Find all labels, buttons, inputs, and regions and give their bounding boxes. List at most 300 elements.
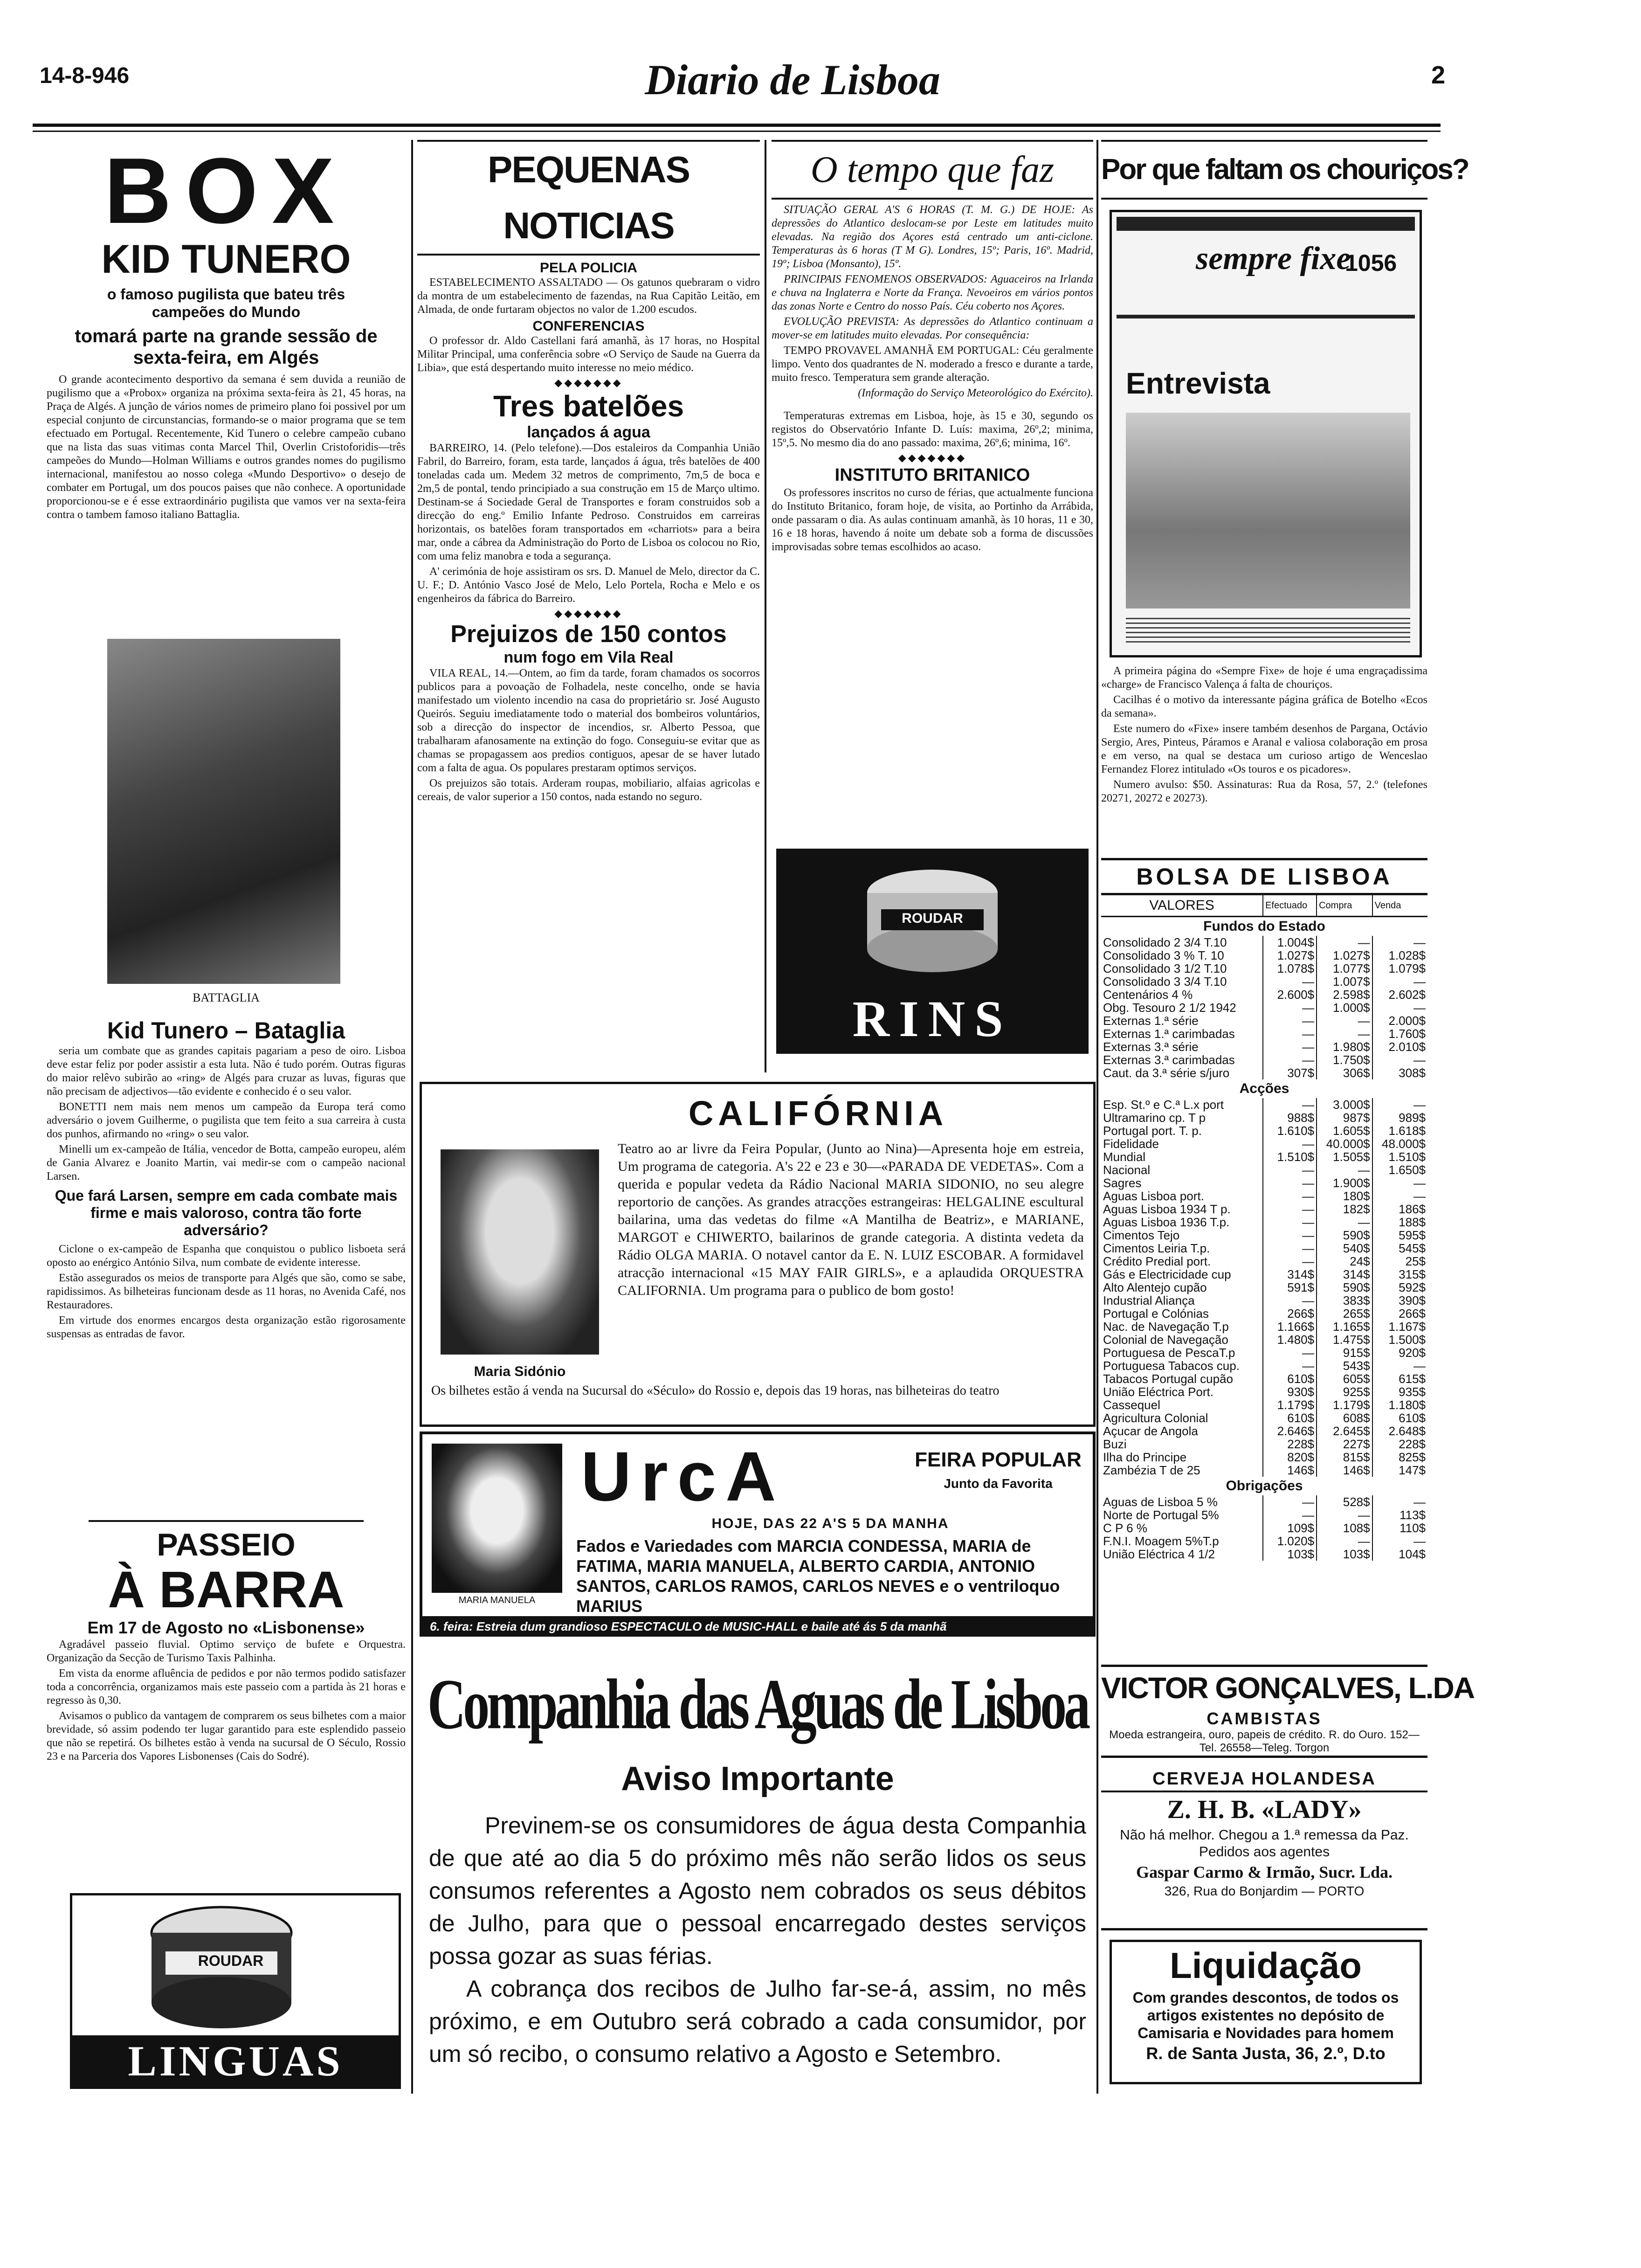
rins-brand: ROUDAR bbox=[902, 911, 963, 926]
table-row bbox=[1101, 1040, 1427, 1053]
price-cell: — bbox=[1263, 1001, 1317, 1014]
price-cell: 3.000$ bbox=[1317, 1098, 1372, 1111]
instituto-title: INSTITUTO BRITANICO bbox=[834, 465, 1030, 485]
urca-junto: Junto da Favorita bbox=[944, 1476, 1053, 1491]
table-row bbox=[1101, 1438, 1427, 1451]
price-cell: 1.750$ bbox=[1317, 1053, 1372, 1066]
news-paragraph: ESTABELECIMENTO ASSALTADO — Os gatunos quebraram o vidro da montra de um estabelecimento de fazendas, na Rua Capitão Leitão, em Almada, de onde furtaram objectos no valor de 1.200 escudos. bbox=[417, 277, 760, 316]
price-cell: — bbox=[1263, 1255, 1317, 1268]
price-cell: — bbox=[1263, 1137, 1317, 1150]
issue-date: 14-8-946 bbox=[40, 63, 130, 88]
california-text: Teatro ao ar livre da Feira Popular, (Junto ao Nina)—Apresenta hoje em estreia, Um programa de categoria. A's 22 e 23 e 30—«PARADA DE VEDETAS». Com a querida e popular vedeta da Rádio Nacional MARIA SIDONIO, no seu alegre reportorio de canções. As grandes atracções estrangeiras: HELGALINE escultural bailarina, uma das vedetas do filme «A Mantilha de Beatriz», e MARIANE, MARGOT e CHIWERTO, bailarinos de grande categoria. A distinta vedeta da Rádio OLGA MARIA. O notavel cantor da E. N. LUIZ ESCOBAR. A formidavel atracção internacional «15 MAY FAIR GIRLS», e a aplaudida ORQUESTRA CALIFORNIA. Um programa para o publico de bom gosto! bbox=[618, 1141, 1084, 1298]
price-cell: 180$ bbox=[1317, 1189, 1372, 1203]
price-cell: — bbox=[1263, 1053, 1317, 1066]
price-cell: — bbox=[1372, 1535, 1427, 1548]
table-row bbox=[1101, 1150, 1427, 1163]
price-cell: 314$ bbox=[1317, 1268, 1372, 1281]
chouricos-paragraph: Cacilhas é o motivo da interessante página gráfica de Botelho «Ecos da semana». bbox=[1101, 694, 1427, 719]
price-cell: 610$ bbox=[1372, 1411, 1427, 1424]
price-cell: — bbox=[1372, 1001, 1427, 1014]
security-name: Nac. de Navegação T.p bbox=[1103, 1320, 1229, 1334]
price-cell: 528$ bbox=[1317, 1495, 1372, 1508]
fixe-entrevista: Entrevista bbox=[1126, 366, 1270, 400]
price-cell: 2.010$ bbox=[1372, 1040, 1427, 1053]
security-name: Externas 1.ª série bbox=[1103, 1014, 1199, 1028]
liquidacao-ad bbox=[1110, 1940, 1422, 2084]
price-cell: — bbox=[1263, 1216, 1317, 1229]
header-rule bbox=[33, 124, 1441, 127]
price-cell: — bbox=[1263, 1040, 1317, 1053]
price-cell: 315$ bbox=[1372, 1268, 1427, 1281]
table-row bbox=[1101, 949, 1427, 962]
tempo-paragraph: SITUAÇÃO GERAL A'S 6 HORAS (T. M. G.) DE HOJE: As depressões do Atlantico deslocam-se por Leste em latitudes muito elevadas. Na região dos Açores está centrado um anti-ciclone. Temperaturas às 6 horas (T M G). Londres, 15º; Paris, 16º. Madrid, 19º; Lisboa (Monsanto), 15º. bbox=[772, 204, 1093, 270]
security-name: Portuguesa Tabacos cup. bbox=[1103, 1359, 1240, 1373]
price-cell: 1.618$ bbox=[1372, 1124, 1427, 1137]
price-cell: — bbox=[1263, 975, 1317, 988]
passeio-paragraph: Em vista da enorme afluência de pedidos e por não termos podido satisfazer toda a concorrência, organizamos mais este passeio com a partida às 21 horas e regresso às 0,30. bbox=[47, 1667, 406, 1707]
urca-title: UrcA bbox=[581, 1437, 786, 1515]
price-cell: 314$ bbox=[1263, 1268, 1317, 1281]
table-row bbox=[1101, 1346, 1427, 1359]
price-cell: 227$ bbox=[1317, 1438, 1372, 1451]
price-cell: — bbox=[1317, 1027, 1372, 1040]
column-header: Compra bbox=[1317, 895, 1372, 917]
security-name: Aguas Lisboa 1936 T.p. bbox=[1103, 1215, 1230, 1229]
price-cell: 1.179$ bbox=[1317, 1398, 1372, 1411]
security-name: Sagres bbox=[1103, 1176, 1142, 1190]
price-cell: 1.007$ bbox=[1317, 975, 1372, 988]
security-name: Agricultura Colonial bbox=[1103, 1411, 1208, 1425]
security-name: União Eléctrica 4 1/2 bbox=[1103, 1547, 1215, 1561]
tempo-source: (Informação do Serviço Meteorológico do Exército). bbox=[858, 387, 1093, 399]
liquidacao-text: Com grandes descontos, de todos os artigos existentes no depósito de Camisaria e Novidades para homem bbox=[1132, 1989, 1399, 2041]
price-cell: 1.028$ bbox=[1372, 949, 1427, 962]
price-cell: 182$ bbox=[1317, 1203, 1372, 1216]
box-intro: o famoso pugilista que bateu três campeões do Mundo bbox=[107, 286, 345, 320]
price-cell: 308$ bbox=[1372, 1066, 1427, 1079]
cerveja-title: CERVEJA HOLANDESA bbox=[1101, 1767, 1427, 1792]
bolsa-section-heading: Acções bbox=[1239, 1081, 1289, 1096]
chouricos-text bbox=[1101, 664, 1427, 807]
bolsa-section-heading: Obrigações bbox=[1226, 1478, 1303, 1494]
security-name: Portugal e Colónias bbox=[1103, 1307, 1209, 1321]
security-name: Mundial bbox=[1103, 1150, 1146, 1164]
price-cell: — bbox=[1263, 1229, 1317, 1242]
price-cell: 228$ bbox=[1263, 1438, 1317, 1451]
tempo-paragraph: TEMPO PROVAVEL AMANHÃ EM PORTUGAL: Céu geralmente limpo. Vento dos quadrantes de N. moderado a fresco e durante a tarde, muito fresco. Temperatura sem grande alteração. bbox=[772, 345, 1093, 384]
price-cell: 113$ bbox=[1372, 1508, 1427, 1521]
security-name: Alto Alentejo cupão bbox=[1103, 1280, 1207, 1294]
price-cell: — bbox=[1263, 1346, 1317, 1359]
price-cell: 608$ bbox=[1317, 1411, 1372, 1424]
box-paragraph: O grande acontecimento desportivo da semana é sem duvida a reunião de pugilismo que a «Probox» organiza na próxima sexta-feira às 21, 45 horas, na Praça de Algés. A junção de vários nomes de primeiro plano foi possivel por um especial conjunto de circunstancias, formando-se o maior programa que se tem efectuado em Portugal. Recentemente, Kid Tunero o celebre campeão cubano que na lista das suas vitimas conta Marcel Thil, Overlin Cristoforidis—três campeões do Mundo—Holman Williams e outros grandes nomes do pugilismo internacional, manifestou ao nosso colega «Mundo Desportivo» o desejo de combater em Portugal, um dos poucos paises que não conhece. A oportunidade proporcionou-se e é esse extraordinário pugilista que vamos ver na sexta-feira contra o tambem famoso italiano Battaglia. bbox=[47, 373, 406, 521]
cartoon-illustration bbox=[1126, 413, 1410, 608]
news-paragraph: O professor dr. Aldo Castellani fará amanhã, às 17 horas, no Hospital Militar Principal, uma conferência sobre «O Serviço de Saude na Guerra da Libia», que está despertando muito interesse no meio médico. bbox=[417, 335, 760, 374]
security-name: Consolidado 3 3/4 T.10 bbox=[1103, 975, 1227, 989]
price-cell: 390$ bbox=[1372, 1294, 1427, 1307]
price-cell: — bbox=[1372, 936, 1427, 949]
urca-line: HOJE, DAS 22 A'S 5 DA MANHA bbox=[711, 1516, 949, 1531]
security-name: Externas 3.ª série bbox=[1103, 1040, 1199, 1054]
security-name: Ultramarino cp. T p bbox=[1103, 1111, 1206, 1125]
table-row bbox=[1101, 1189, 1427, 1203]
price-cell: 935$ bbox=[1372, 1385, 1427, 1398]
price-cell: 147$ bbox=[1372, 1464, 1427, 1477]
security-name: Centenários 4 % bbox=[1103, 988, 1193, 1002]
price-cell: — bbox=[1372, 1053, 1427, 1066]
urca-feira: FEIRA POPULAR bbox=[915, 1448, 1082, 1471]
price-cell: — bbox=[1372, 1359, 1427, 1372]
security-name: Portugal port. T. p. bbox=[1103, 1124, 1202, 1138]
price-cell: 48.000$ bbox=[1372, 1137, 1427, 1150]
linguas-title: LINGUAS bbox=[72, 2035, 399, 2087]
security-name: Aguas Lisboa 1934 T p. bbox=[1103, 1202, 1231, 1216]
tempo-paragraph: PRINCIPAIS FENOMENOS OBSERVADOS: Aguaceiros na Irlanda e chuva na Inglaterra e Norte da França. Nevoeiros em vários pontos das zonas Norte e Centro do nosso País. Céu coberto nos Açores. bbox=[772, 273, 1093, 312]
price-cell: 1.510$ bbox=[1263, 1150, 1317, 1163]
box-intro-2: tomará parte na grande sessão de sexta-feira, em Algés bbox=[75, 326, 378, 368]
security-name: Esp. St.º e C.ª L.x port bbox=[1103, 1098, 1224, 1112]
price-cell: 146$ bbox=[1263, 1464, 1317, 1477]
price-cell: — bbox=[1263, 1027, 1317, 1040]
price-cell: 2.645$ bbox=[1317, 1424, 1372, 1438]
price-cell: 590$ bbox=[1317, 1229, 1372, 1242]
aguas-ad bbox=[420, 1641, 1096, 2094]
security-name: Colonial de Navegação bbox=[1103, 1333, 1228, 1347]
price-cell: — bbox=[1317, 1216, 1372, 1229]
tempo-title: O tempo que faz bbox=[810, 149, 1055, 190]
security-name: C P 6 % bbox=[1103, 1521, 1147, 1535]
passeio-title-2: À BARRA bbox=[108, 1561, 345, 1618]
price-cell: 815$ bbox=[1317, 1451, 1372, 1464]
price-cell: — bbox=[1263, 1242, 1317, 1255]
price-cell: — bbox=[1317, 1014, 1372, 1027]
price-cell: 1.475$ bbox=[1317, 1333, 1372, 1346]
security-name: Aguas de Lisboa 5 % bbox=[1103, 1495, 1218, 1509]
price-cell: 825$ bbox=[1372, 1451, 1427, 1464]
price-cell: 615$ bbox=[1372, 1372, 1427, 1385]
price-cell: 25$ bbox=[1372, 1255, 1427, 1268]
photo-caption: BATTAGLIA bbox=[193, 991, 260, 1004]
bolsa-table-container bbox=[1101, 858, 1427, 1561]
price-cell: 266$ bbox=[1372, 1307, 1427, 1320]
liquidacao-address: R. de Santa Justa, 36, 2.º, D.to bbox=[1146, 2044, 1386, 2063]
price-cell: — bbox=[1263, 1508, 1317, 1521]
column-rule bbox=[411, 140, 413, 2094]
news-subheading: lançados á agua bbox=[527, 423, 650, 441]
price-cell: 1.505$ bbox=[1317, 1150, 1372, 1163]
price-cell: 188$ bbox=[1372, 1216, 1427, 1229]
price-cell: 595$ bbox=[1372, 1229, 1427, 1242]
table-row bbox=[1101, 1216, 1427, 1229]
security-name: Externas 3.ª carimbadas bbox=[1103, 1053, 1235, 1067]
price-cell: 1.605$ bbox=[1317, 1124, 1372, 1137]
table-row bbox=[1101, 988, 1427, 1001]
photo-caption: Maria Sidónio bbox=[474, 1364, 566, 1379]
price-cell: 2.598$ bbox=[1317, 988, 1372, 1001]
table-row bbox=[1101, 1372, 1427, 1385]
price-cell: — bbox=[1372, 1098, 1427, 1111]
price-cell: 228$ bbox=[1372, 1438, 1427, 1451]
price-cell: 265$ bbox=[1317, 1307, 1372, 1320]
table-row bbox=[1101, 1014, 1427, 1027]
california-ad bbox=[420, 1082, 1096, 1427]
price-cell: 24$ bbox=[1317, 1255, 1372, 1268]
price-cell: 820$ bbox=[1263, 1451, 1317, 1464]
urca-ad bbox=[420, 1431, 1096, 1637]
table-row bbox=[1101, 1398, 1427, 1411]
price-cell: 989$ bbox=[1372, 1111, 1427, 1124]
security-name: Norte de Portugal 5% bbox=[1103, 1508, 1219, 1522]
box-subtitle: KID TUNERO bbox=[101, 237, 351, 282]
price-cell: — bbox=[1263, 1163, 1317, 1176]
security-name: Gás e Electricidade cup bbox=[1103, 1267, 1231, 1281]
tempo-paragraph: EVOLUÇÃO PREVISTA: As depressões do Atlantico continuam a mover-se em latitudes muito elevadas. Por consequência: bbox=[772, 316, 1093, 341]
price-cell: 1.900$ bbox=[1317, 1176, 1372, 1189]
urca-footer: 6. feira: Estreia dum grandioso ESPECTACULO de MUSIC-HALL e baile até ás 5 da manhã bbox=[422, 1616, 1094, 1637]
price-cell: 110$ bbox=[1372, 1521, 1427, 1535]
news-paragraph: Os prejuizos são totais. Arderam roupas, mobiliario, alfaias agricolas e cereais, de valor superior a 150 contos, nada estando no seguro. bbox=[417, 777, 760, 803]
passeio-paragraph: Agradável passeio fluvial. Optimo serviço de bufete e Orquestra. Organização da Secção de Turismo Taxis Palhinha. bbox=[47, 1639, 406, 1664]
tempo-paragraph: Temperaturas extremas em Lisboa, hoje, às 15 e 30, segundo os registos do Observatório Infante D. Luís: maxima, 26º,2; minima, 15º,5. No mesmo dia do ano passado: maxima, 26º,6; minima, 16º. bbox=[772, 410, 1093, 449]
table-row bbox=[1101, 1229, 1427, 1242]
price-cell: — bbox=[1263, 1189, 1317, 1203]
table-row bbox=[1101, 936, 1427, 949]
aguas-subtitle: Aviso Importante bbox=[621, 1760, 894, 1798]
price-cell: 1.650$ bbox=[1372, 1163, 1427, 1176]
security-name: Portuguesa de PescaT.p bbox=[1103, 1346, 1235, 1360]
linguas-brand: ROUDAR bbox=[198, 1952, 264, 1969]
price-cell: 610$ bbox=[1263, 1372, 1317, 1385]
price-cell: — bbox=[1317, 1535, 1372, 1548]
price-cell: 306$ bbox=[1317, 1066, 1372, 1079]
price-cell: — bbox=[1372, 975, 1427, 988]
cerveja-brand: Z. H. B. «LADY» bbox=[1167, 1795, 1362, 1824]
box-paragraph: seria um combate que as grandes capitais pagariam a peso de oiro. Lisboa deve estar feliz por poder assistir a esta luta. Não é tudo porém. Outras figuras do maior relêvo subirão ao «ring» de Algés para cruzar as luvas, figuras que não precisam de adjectivos—tão evidente e conhecido é o seu valor. bbox=[47, 1045, 406, 1098]
security-name: F.N.I. Moagem 5%T.p bbox=[1103, 1534, 1219, 1548]
price-cell: 103$ bbox=[1317, 1548, 1372, 1561]
security-name: Nacional bbox=[1103, 1163, 1151, 1177]
price-cell: — bbox=[1263, 1203, 1317, 1216]
table-row bbox=[1101, 1464, 1427, 1477]
section-heading: CONFERENCIAS bbox=[532, 318, 645, 334]
chouricos-title: Por que faltam os chouriços? bbox=[1101, 153, 1469, 186]
victor-title: VICTOR GONÇALVES, L.DA bbox=[1101, 1671, 1474, 1705]
sempre-fixe-cover bbox=[1110, 210, 1422, 657]
table-row bbox=[1101, 1424, 1427, 1438]
pequenas-noticias: PEQUENAS NOTICIAS PELA POLICIA ESTABELECIMENTO ASSALTADO — Os gatunos quebraram o vidro da montra de um estabelecimento de fazendas, na Rua Capitão Leitão, em Almada, de onde furtaram objectos no valor de 1.200 escudos. CONFERENCIAS O professor dr. Aldo Castellani fará amanhã, às 17 horas, no Hospital Militar Principal, uma conferência sobre «O Serviço de Saude na Guerra da Libia», que está despertando muito interesse no meio médico. ◆◆◆◆◆◆◆ Tres batelões lançados á agua BARREIRO, 14. (Pelo telefone).—Dos estaleiros da Companhia União Fabril, do Barreiro, foram, esta tarde, lançados á água, três batelões de 400 toneladas cada um. Medem 32 metros de comprimento, 7m,5 de boca e 2m,5 de pontal, tendo principiado a sua construção em 15 de Março ultimo. Destinam-se á Sociedade Geral de Transportes e foram construidos sob a direcção do eng.º Emilio Infante Pedroso. Construidos em carreiras horizontais, os batelões foram transportados em «charriots» para a beira mar, onde a cábrea da Administração do Porto de Lisboa os colocou no Rio, com uma feliz manobra e toda a segurança. A' cerimónia de hoje assistiram os srs. D. Manuel de Melo, director da C. U. F.; D. António Vasco José de Melo, Lelo Portela, Rocha e Melo e os engenheiros da fábrica do Barreiro. ◆◆◆◆◆◆◆ Prejuizos de 150 contos num fogo em Vila Real VILA REAL, 14.—Ontem, ao fim da tarde, foram chamados os socorros publicos para a povoação de Folhadela, neste concelho, onde se havia manifestado um violento incendio na casa do proprietário sr. José Augusto Queirós. Seguiu imediatamente todo o material dos bombeiros voluntários, sob a direcção do inspector de incendios, sr. Alberto Pessoa, que trabalharam afanosamente na extinção do fogo. Conseguiu-se evitar que as chamas se propagassem aos predios contiguos, apesar de se haver lutado com a falta de agua. Os populares prestaram optimos serviços. Os prejuizos são totais. Arderam roupas, mobiliario, alfaias agricolas e cereais, de valor superior a 150 contos, nada estando no seguro. bbox=[417, 140, 760, 806]
table-row bbox=[1101, 1255, 1427, 1268]
price-cell: 2.646$ bbox=[1263, 1424, 1317, 1438]
security-name: Caut. da 3.ª série s/juro bbox=[1103, 1066, 1230, 1080]
chouricos-paragraph: Numero avulso: $50. Assinaturas: Rua da Rosa, 57, 2.º (telefones 20271, 20272 e 20273). bbox=[1101, 779, 1427, 804]
security-name: Cassequel bbox=[1103, 1398, 1160, 1412]
price-cell: 186$ bbox=[1372, 1203, 1427, 1216]
price-cell: 915$ bbox=[1317, 1346, 1372, 1359]
price-cell: 103$ bbox=[1263, 1548, 1317, 1561]
box-paragraph: Estão assegurados os meios de transporte para Algés que são, como se sabe, rapidissimos. As bilheteiras funcionam desde as 11 horas, no Avenida Café, nos Restauradores. bbox=[47, 1272, 406, 1311]
price-cell: 610$ bbox=[1263, 1411, 1317, 1424]
price-cell: 1.167$ bbox=[1372, 1320, 1427, 1333]
security-name: Ilha do Principe bbox=[1103, 1450, 1187, 1464]
passeio-paragraph: Avisamos o publico da vantagem de comprarem os seus bilhetes com a maior brevidade, só assim podendo ter lugar garantido para este esplendido passeio que não se repetirá. Os bilhetes estão à venda na sucursal de O Século, Rossio 23 e na Parceria dos Vapores Lisbonenses (Cais do Sodré). bbox=[47, 1710, 406, 1763]
price-cell: 40.000$ bbox=[1317, 1137, 1372, 1150]
price-cell: 1.079$ bbox=[1372, 962, 1427, 975]
price-cell: — bbox=[1263, 1495, 1317, 1508]
price-cell: — bbox=[1372, 1495, 1427, 1508]
table-row bbox=[1101, 1294, 1427, 1307]
box-article-continued bbox=[47, 1016, 406, 1343]
price-cell: — bbox=[1263, 1098, 1317, 1111]
photo-caption: MARIA MANUELA bbox=[458, 1595, 536, 1605]
price-cell: 104$ bbox=[1372, 1548, 1427, 1561]
price-cell: 2.648$ bbox=[1372, 1424, 1427, 1438]
security-name: Consolidado 3 % T. 10 bbox=[1103, 948, 1224, 962]
price-cell: — bbox=[1263, 1176, 1317, 1189]
price-cell: 109$ bbox=[1263, 1521, 1317, 1535]
price-cell: 1.165$ bbox=[1317, 1320, 1372, 1333]
aguas-title: Companhia das Aguas de Lisboa bbox=[427, 1664, 1088, 1744]
price-cell: 2.000$ bbox=[1372, 1014, 1427, 1027]
table-row bbox=[1101, 1359, 1427, 1372]
table-row bbox=[1101, 1242, 1427, 1255]
urca-text: Fados e Variedades com MARCIA CONDESSA, MARIA de FATIMA, MARIA MANUELA, ALBERTO CARDIA, ANTONIO SANTOS, CARLOS RAMOS, CARLOS NEVES e o ventriloquo MARIUS bbox=[576, 1536, 1060, 1616]
table-row bbox=[1101, 1521, 1427, 1535]
news-paragraph: BARREIRO, 14. (Pelo telefone).—Dos estaleiros da Companhia União Fabril, do Barreiro, foram, esta tarde, lançados á água, três batelões de 400 toneladas cada um. Medem 32 metros de comprimento, 7m,5 de boca e 2m,5 de pontal, tendo principiado a sua construção em 15 de Março ultimo. Destinam-se á Sociedade Geral de Transportes e foram construidos sob a direcção do eng.º Emilio Infante Pedroso. Construidos em carreiras horizontais, os batelões foram transportados em «charriots» para a beira mar, onde a cábrea da Administração do Porto de Lisboa os colocou no Rio, com uma feliz manobra e toda a segurança. bbox=[417, 442, 760, 562]
header-rule-thin bbox=[33, 131, 1441, 132]
price-cell: — bbox=[1263, 1294, 1317, 1307]
passeio-title: PASSEIO bbox=[157, 1527, 296, 1563]
chouricos-paragraph: Este numero do «Fixe» insere também desenhos de Pargana, Octávio Sergio, Ares, Pinteus, Páramos e Aranal e valiosa colaboração em prosa e em verso, na qual se destaca um curioso artigo de Wenceslao Fernandez Florez intitulado «Os touros e os picadores». bbox=[1101, 723, 1427, 775]
price-cell: 383$ bbox=[1317, 1294, 1372, 1307]
price-cell: 987$ bbox=[1317, 1111, 1372, 1124]
table-row bbox=[1101, 1066, 1427, 1079]
column-header: VALORES bbox=[1149, 898, 1214, 913]
price-cell: 1.480$ bbox=[1263, 1333, 1317, 1346]
price-cell: 1.027$ bbox=[1263, 949, 1317, 962]
table-row bbox=[1101, 1163, 1427, 1176]
news-subheading: num fogo em Vila Real bbox=[503, 649, 674, 666]
box-heading-3: Que fará Larsen, sempre em cada combate mais firme e mais valoroso, contra tão forte adversário? bbox=[55, 1187, 398, 1238]
security-name: Fidelidade bbox=[1103, 1137, 1159, 1151]
price-cell: 545$ bbox=[1372, 1242, 1427, 1255]
price-cell: 307$ bbox=[1263, 1066, 1317, 1079]
table-row bbox=[1101, 1535, 1427, 1548]
news-heading: Prejuizos de 150 contos bbox=[450, 621, 727, 648]
box-paragraph: Ciclone o ex-campeão de Espanha que conquistou o publico lisboeta será oposto ao enérgico António Silva, num combate de evidente interesse. bbox=[47, 1243, 406, 1269]
security-name: Consolidado 2 3/4 T.10 bbox=[1103, 935, 1227, 949]
security-name: Zambézia T de 25 bbox=[1103, 1463, 1200, 1477]
security-name: Tabacos Portugal cupão bbox=[1103, 1372, 1233, 1386]
table-row bbox=[1101, 975, 1427, 988]
column-header: Efectuado bbox=[1263, 895, 1317, 917]
table-row bbox=[1101, 1268, 1427, 1281]
price-cell: 930$ bbox=[1263, 1385, 1317, 1398]
price-cell: 1.510$ bbox=[1372, 1150, 1427, 1163]
column-rule bbox=[1096, 140, 1098, 2094]
price-cell: 1.000$ bbox=[1317, 1001, 1372, 1014]
passeio-article bbox=[47, 1527, 406, 1765]
table-row bbox=[1101, 1451, 1427, 1464]
section-heading: PELA POLICIA bbox=[540, 260, 637, 276]
chouricos-paragraph: A primeira página do «Sempre Fixe» de hoje é uma engraçadissima «charge» de Francisco Valença á falta de chouriços. bbox=[1101, 665, 1427, 691]
price-cell: 540$ bbox=[1317, 1242, 1372, 1255]
bolsa-section-heading: Fundos do Estado bbox=[1203, 919, 1325, 934]
fixe-number: 1056 bbox=[1345, 250, 1397, 276]
page-number: 2 bbox=[1431, 61, 1446, 89]
aguas-paragraph: A cobrança dos recibos de Julho far-se-á, assim, no mês próximo, e em Outubro será cobrado a cada consumidor, por um só recibo, o consumo relativo a Agosto e Setembro. bbox=[429, 1976, 1086, 2067]
liquidacao-title: Liquidação bbox=[1170, 1945, 1362, 1986]
security-name: Cimentos Tejo bbox=[1103, 1228, 1180, 1242]
price-cell: 592$ bbox=[1372, 1281, 1427, 1294]
table-row bbox=[1101, 962, 1427, 975]
rins-title: RINS bbox=[852, 990, 1013, 1047]
security-name: Crédito Predial port. bbox=[1103, 1254, 1211, 1268]
security-name: Externas 1.ª carimbadas bbox=[1103, 1027, 1235, 1041]
price-cell: — bbox=[1263, 1359, 1317, 1372]
table-row bbox=[1101, 1385, 1427, 1398]
price-cell: 266$ bbox=[1263, 1307, 1317, 1320]
cerveja-agent: Gaspar Carmo & Irmão, Sucr. Lda. bbox=[1136, 1863, 1393, 1881]
price-cell: 1.179$ bbox=[1263, 1398, 1317, 1411]
bolsa-title: BOLSA DE LISBOA bbox=[1101, 858, 1427, 895]
separator bbox=[89, 1520, 364, 1522]
california-title: CALIFÓRNIA bbox=[688, 1094, 948, 1133]
price-cell: 591$ bbox=[1263, 1281, 1317, 1294]
table-row bbox=[1101, 1548, 1427, 1561]
security-name: União Eléctrica Port. bbox=[1103, 1385, 1214, 1399]
victor-sub: CAMBISTAS bbox=[1207, 1709, 1322, 1728]
table-row bbox=[1101, 1333, 1427, 1346]
table-row bbox=[1101, 1495, 1427, 1508]
maria-manuela-photo bbox=[432, 1444, 562, 1593]
table-row bbox=[1101, 1320, 1427, 1333]
fixe-masthead: sempre fixe bbox=[1196, 241, 1351, 277]
box-title: BOX bbox=[104, 139, 348, 243]
price-cell: 1.078$ bbox=[1263, 962, 1317, 975]
security-name: Aguas Lisboa port. bbox=[1103, 1189, 1204, 1203]
price-cell: — bbox=[1317, 1508, 1372, 1521]
rins-ad bbox=[776, 849, 1089, 1054]
price-cell: — bbox=[1263, 1014, 1317, 1027]
price-cell: 590$ bbox=[1317, 1281, 1372, 1294]
bolsa-table bbox=[1101, 895, 1427, 1561]
price-cell: 1.020$ bbox=[1263, 1535, 1317, 1548]
price-cell: 1.004$ bbox=[1263, 936, 1317, 949]
security-name: Obg. Tesouro 2 1/2 1942 bbox=[1103, 1001, 1236, 1015]
security-name: Consolidado 3 1/2 T.10 bbox=[1103, 961, 1227, 975]
table-row bbox=[1101, 1203, 1427, 1216]
price-cell: 146$ bbox=[1317, 1464, 1372, 1477]
passeio-subtitle: Em 17 de Agosto no «Lisbonense» bbox=[87, 1618, 365, 1637]
price-cell: 543$ bbox=[1317, 1359, 1372, 1372]
linguas-ad bbox=[70, 1893, 401, 2089]
box-paragraph: Em virtude dos enormes encargos desta organização estão rigorosamente suspensas as entradas de favor. bbox=[47, 1314, 406, 1340]
price-cell: 2.602$ bbox=[1372, 988, 1427, 1001]
table-row bbox=[1101, 1281, 1427, 1294]
california-footer: Os bilhetes estão á venda na Sucursal do «Século» do Rossio e, depois das 19 horas, nas bilheteiras do teatro bbox=[431, 1383, 1000, 1398]
price-cell: 1.760$ bbox=[1372, 1027, 1427, 1040]
cerveja-ad bbox=[1101, 1767, 1427, 1930]
box-paragraph: Minelli um ex-campeão de Itália, vencedor de Botta, campeão europeu, além de Gania Alvarez e Joanito Martin, vai medir-se com o campeão nacional Larsen. bbox=[47, 1143, 406, 1182]
price-cell: — bbox=[1317, 1163, 1372, 1176]
price-cell: 2.600$ bbox=[1263, 988, 1317, 1001]
price-cell: 1.500$ bbox=[1372, 1333, 1427, 1346]
price-cell: — bbox=[1372, 1176, 1427, 1189]
price-cell: 925$ bbox=[1317, 1385, 1372, 1398]
security-name: Industrial Aliança bbox=[1103, 1293, 1195, 1307]
table-row bbox=[1101, 1098, 1427, 1111]
table-row bbox=[1101, 1307, 1427, 1320]
